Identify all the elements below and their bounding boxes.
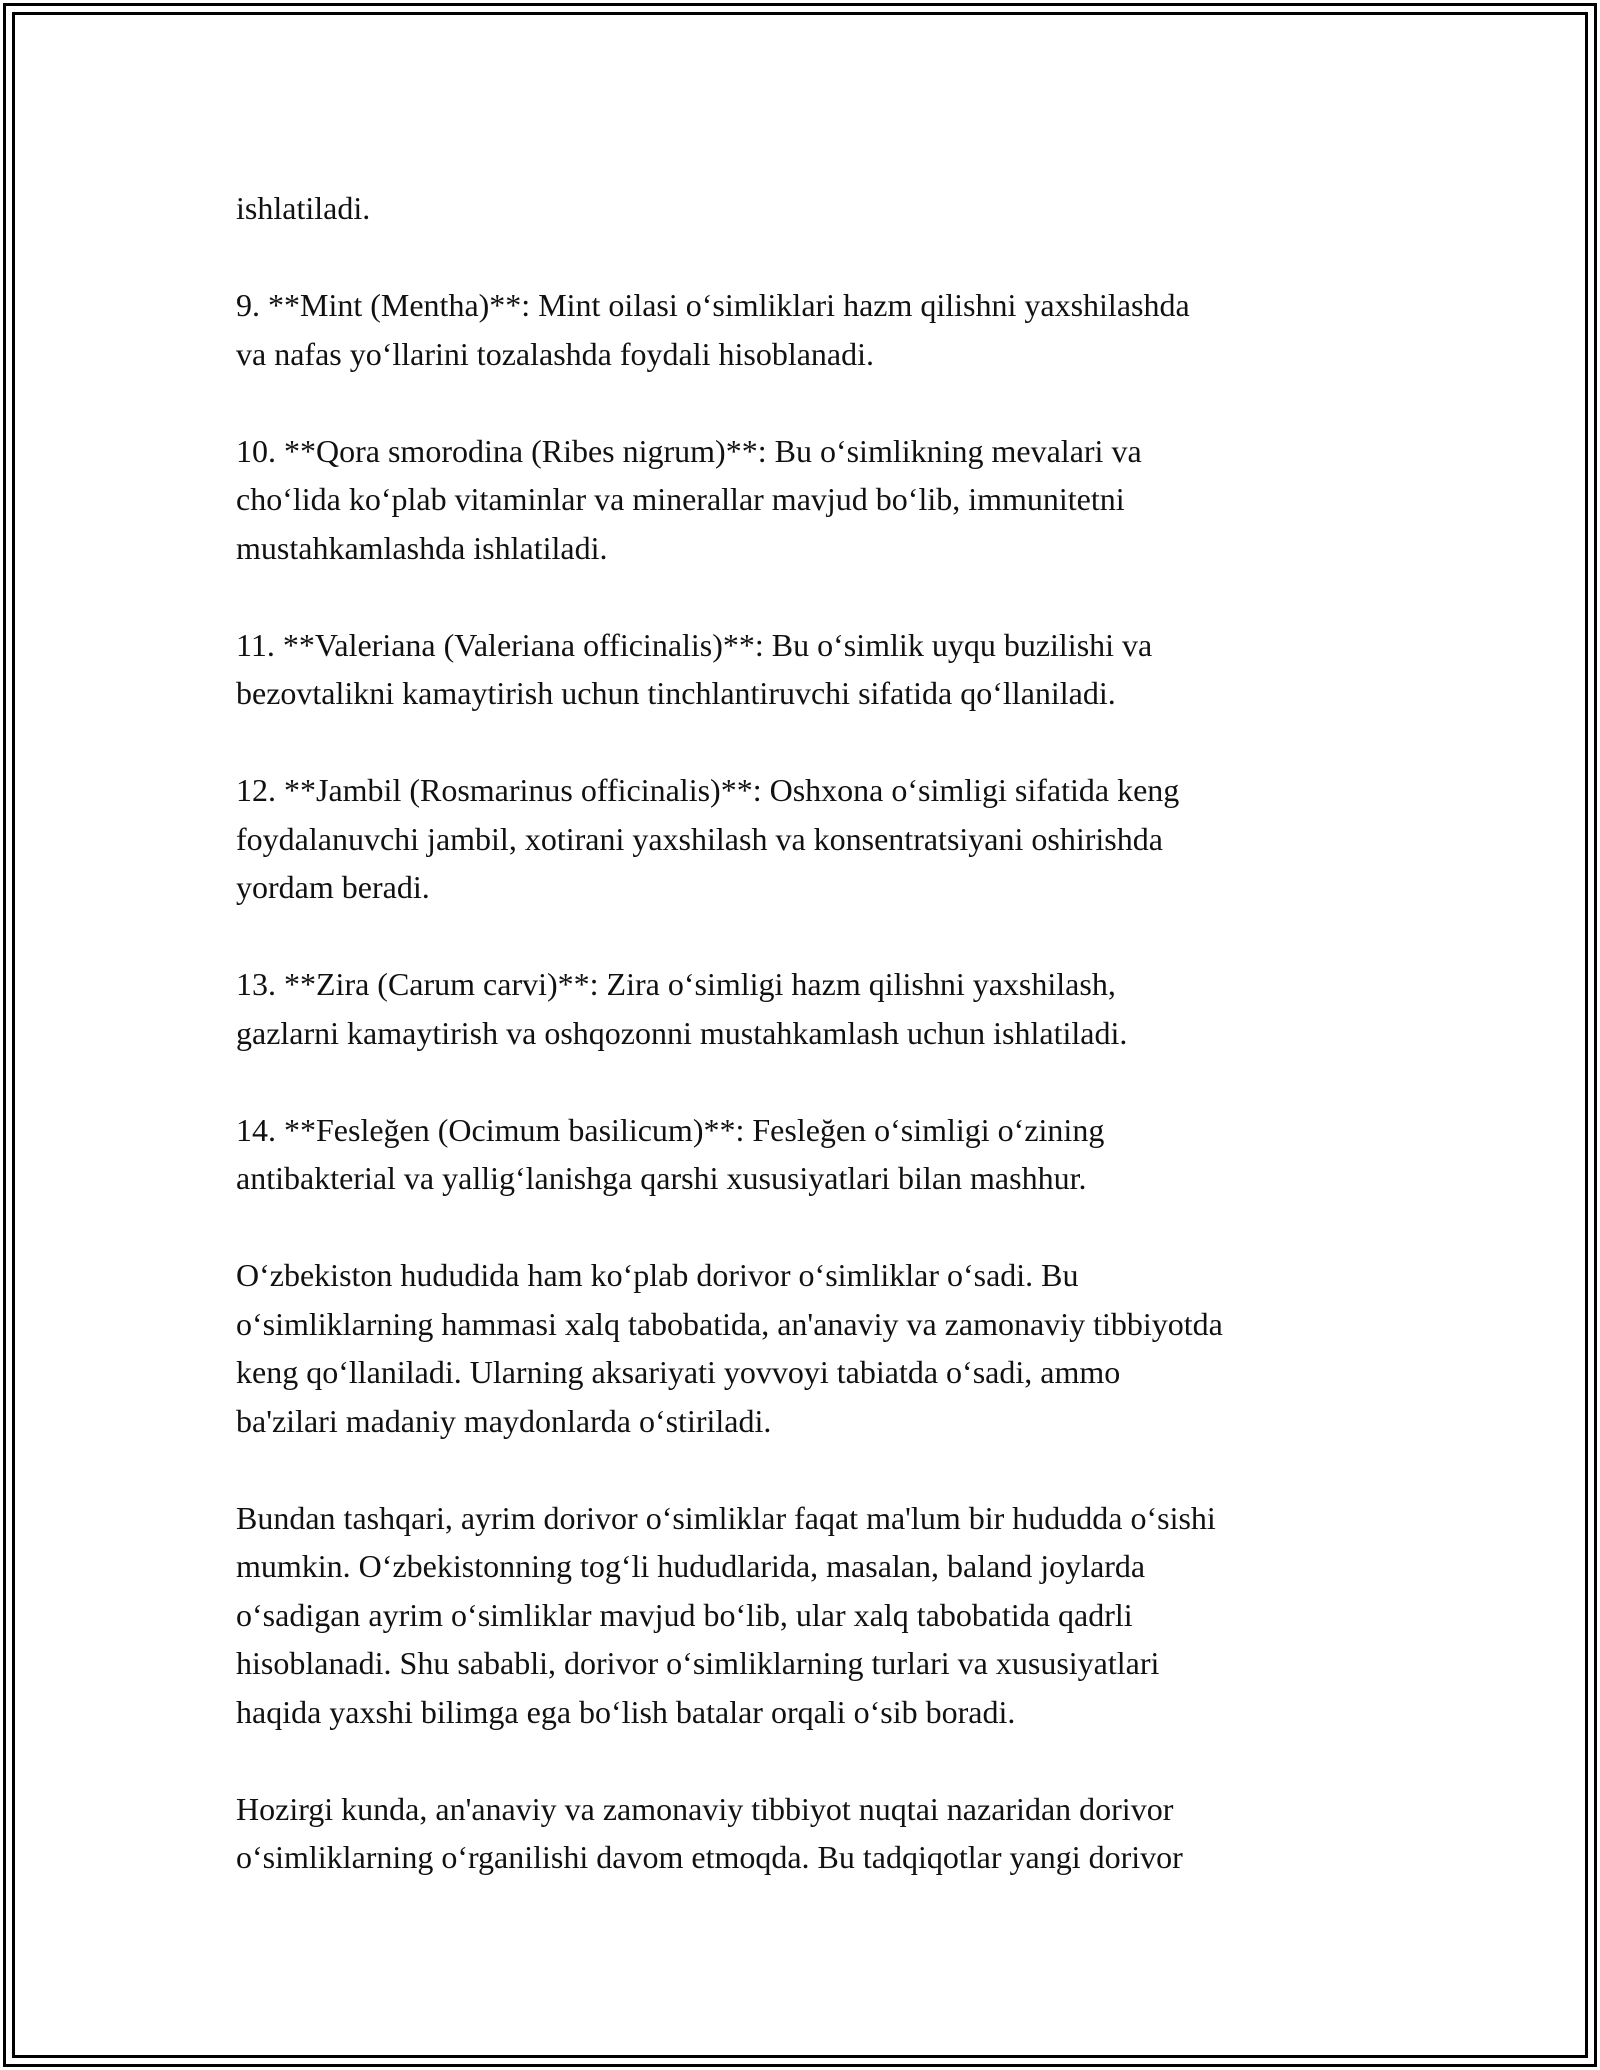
text-line: cho‘lida ko‘plab vitaminlar va minerallar mavjud bo‘lib, immunitetni: [236, 481, 1125, 517]
paragraph-modern-research: [236, 1785, 1386, 1882]
text-line: ba'zilari madaniy maydonlarda o‘stiriladi.: [236, 1402, 772, 1439]
text-line: 11. **Valeriana (Valeriana officinalis)**: Bu o‘simlik uyqu buzilishi va: [236, 626, 1153, 663]
paragraph-regional-plants: [236, 1494, 1386, 1737]
text-line: Bundan tashqari, ayrim dorivor o‘simliklar faqat ma'lum bir hududda o‘sishi: [236, 1499, 1216, 1536]
text-line: 9. **Mint (Mentha)**: Mint oilasi o‘simliklari hazm qilishni yaxshilashda: [236, 287, 1190, 323]
text-line: va nafas yo‘llarini tozalashda foydali hisoblanadi.: [236, 335, 875, 372]
text-line: gazlarni kamaytirish va oshqozonni mustahkamlash uchun ishlatiladi.: [236, 1014, 1128, 1051]
text-line: antibakterial va yallig‘lanishga qarshi xususiyatlari bilan mashhur.: [236, 1160, 1087, 1196]
paragraph-continuation: [236, 184, 1386, 233]
text-line: o‘simliklarning o‘rganilishi davom etmoqda. Bu tadqiqotlar yangi dorivor: [236, 1839, 1183, 1875]
text-line: Hozirgi kunda, an'anaviy va zamonaviy tibbiyot nuqtai nazaridan dorivor: [236, 1790, 1174, 1827]
text-line: foydalanuvchi jambil, xotirani yaxshilash va konsentratsiyani oshirishda: [236, 820, 1163, 857]
text-line: mustahkamlashda ishlatiladi.: [236, 529, 608, 566]
text-line: o‘simliklarning hammasi xalq tabobatida, an'anaviy va zamonaviy tibbiyotda: [236, 1305, 1223, 1342]
text-line: mumkin. O‘zbekistonning tog‘li hududlarida, masalan, baland joylarda: [236, 1548, 1146, 1584]
text-line: ishlatiladi.: [236, 190, 371, 226]
text-line: O‘zbekiston hududida ham ko‘plab dorivor o‘simliklar o‘sadi. Bu: [236, 1257, 1079, 1293]
list-item-13-zira: [236, 960, 1386, 1057]
list-item-11-valeriana: [236, 621, 1386, 718]
list-item-14-feslegen: [236, 1106, 1386, 1203]
text-line: yordam beradi.: [236, 869, 430, 905]
text-line: haqida yaxshi bilimga ega bo‘lish batalar orqali o‘sib boradi.: [236, 1693, 1016, 1730]
list-item-9-mint: [236, 281, 1386, 378]
text-line: 13. **Zira (Carum carvi)**: Zira o‘simligi hazm qilishni yaxshilash,: [236, 966, 1116, 1002]
text-line: o‘sadigan ayrim o‘simliklar mavjud bo‘lib, ular xalq tabobatida qadrli: [236, 1596, 1133, 1633]
list-item-12-jambil: [236, 766, 1386, 912]
paragraph-uzbekistan-plants: [236, 1251, 1386, 1445]
text-line: 12. **Jambil (Rosmarinus officinalis)**: Oshxona o‘simligi sifatida keng: [236, 772, 1180, 808]
document-body: [236, 184, 1386, 1930]
text-line: 10. **Qora smorodina (Ribes nigrum)**: Bu o‘simlikning mevalari va: [236, 432, 1142, 469]
text-line: bezovtalikni kamaytirish uchun tinchlantiruvchi sifatida qo‘llaniladi.: [236, 675, 1116, 711]
text-line: keng qo‘llaniladi. Ularning aksariyati yovvoyi tabiatda o‘sadi, ammo: [236, 1354, 1121, 1390]
text-line: hisoblanadi. Shu sababli, dorivor o‘simliklarning turlari va xususiyatlari: [236, 1645, 1160, 1681]
text-line: 14. **Fesleğen (Ocimum basilicum)**: Fesleğen o‘simligi o‘zining: [236, 1111, 1105, 1148]
list-item-10-qora-smorodina: [236, 427, 1386, 573]
